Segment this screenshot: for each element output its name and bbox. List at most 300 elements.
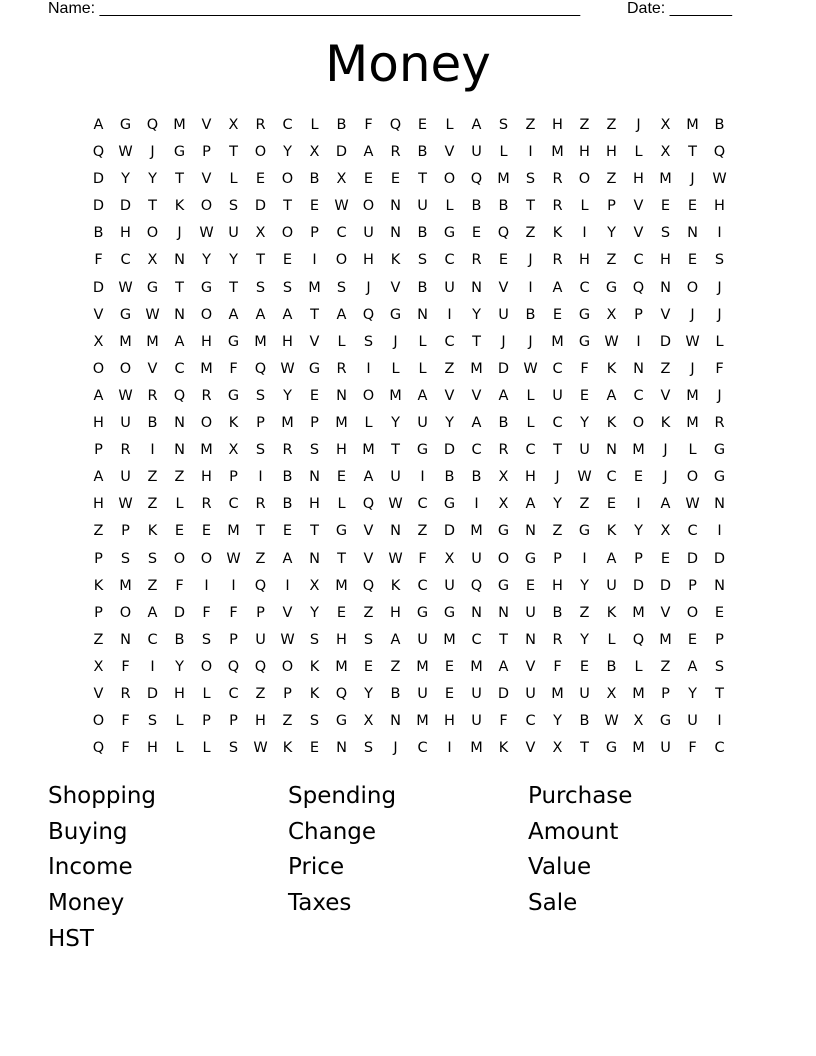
grid-letter: G [605, 279, 618, 296]
grid-letter: M [335, 415, 348, 432]
grid-letter: R [255, 117, 266, 133]
grid-letter: Z [579, 117, 590, 133]
grid-letter: Q [470, 171, 483, 188]
grid-letter: I [258, 469, 263, 486]
grid-letter: S [417, 252, 428, 269]
grid-letter: C [174, 360, 185, 377]
grid-letter: S [309, 631, 320, 648]
grid-row [85, 357, 733, 384]
grid-letter: I [636, 333, 641, 350]
grid-letter: N [390, 225, 401, 242]
grid-letter: W [685, 333, 700, 350]
grid-row [85, 276, 733, 303]
grid-letter: W [118, 387, 133, 404]
grid-letter: B [282, 496, 293, 513]
grid-row [85, 547, 733, 574]
grid-letter: P [715, 631, 724, 648]
grid-letter: R [120, 685, 131, 702]
grid-letter: Y [229, 252, 238, 269]
grid-letter: M [119, 333, 132, 350]
grid-letter: B [417, 144, 428, 161]
grid-letter: D [659, 577, 672, 594]
grid-row [85, 411, 733, 438]
grid-letter: M [173, 117, 186, 133]
grid-letter: G [497, 523, 510, 540]
grid-letter: U [498, 306, 509, 323]
grid-letter: P [94, 442, 103, 459]
grid-letter: Z [255, 685, 266, 702]
grid-letter: L [499, 144, 508, 161]
grid-letter: F [121, 740, 130, 757]
grid-letter: G [389, 306, 402, 323]
grid-letter: V [390, 279, 401, 296]
grid-letter: B [471, 469, 482, 486]
grid-letter: S [147, 713, 158, 730]
grid-letter: G [335, 713, 348, 730]
grid-letter: A [147, 604, 158, 621]
grid-letter: L [175, 713, 184, 730]
grid-letter: K [390, 252, 401, 269]
grid-letter: C [714, 740, 725, 757]
grid-letter: R [147, 387, 158, 404]
grid-letter: B [606, 658, 617, 675]
grid-letter: N [687, 225, 698, 242]
grid-letter: B [309, 171, 320, 188]
grid-letter: Q [254, 658, 267, 675]
grid-letter: I [528, 279, 533, 296]
grid-letter: F [499, 713, 508, 730]
grid-letter: B [390, 685, 401, 702]
grid-letter: Z [282, 713, 293, 730]
grid-letter: S [336, 279, 347, 296]
grid-letter: M [200, 360, 213, 377]
grid-letter: Z [174, 469, 185, 486]
grid-letter: W [118, 144, 133, 161]
grid-letter: G [335, 523, 348, 540]
grid-letter: L [607, 631, 616, 648]
word-list [48, 779, 768, 957]
grid-letter: F [688, 740, 697, 757]
grid-letter: J [717, 306, 722, 323]
grid-letter: E [444, 658, 455, 675]
grid-letter: W [118, 279, 133, 296]
grid-letter: M [416, 713, 429, 730]
grid-letter: J [177, 225, 182, 242]
name-field-label: Name: ______________________________________________________ [48, 0, 581, 17]
grid-letter: G [497, 577, 510, 594]
grid-letter: Y [391, 415, 400, 432]
grid-letter: A [282, 306, 293, 323]
grid-letter: I [582, 225, 587, 242]
grid-letter: J [690, 306, 695, 323]
grid-letter: A [93, 387, 104, 404]
grid-letter: H [606, 144, 617, 161]
grid-letter: M [308, 279, 321, 296]
grid-letter: G [227, 333, 240, 350]
grid-letter: S [228, 740, 239, 757]
grid-letter: C [444, 333, 455, 350]
grid-letter: S [255, 279, 266, 296]
grid-letter: P [94, 550, 103, 567]
grid-letter: D [443, 523, 456, 540]
grid-letter: A [174, 333, 185, 350]
grid-letter: U [552, 387, 563, 404]
grid-letter: E [579, 387, 590, 404]
grid-letter: H [120, 225, 131, 242]
grid-letter: Y [607, 225, 616, 242]
grid-letter: A [228, 306, 239, 323]
grid-letter: J [636, 117, 641, 133]
grid-letter: U [579, 685, 590, 702]
grid-letter: C [417, 577, 428, 594]
grid-letter: Q [713, 144, 726, 161]
grid-letter: A [363, 144, 374, 161]
grid-letter: T [175, 279, 184, 296]
grid-letter: W [226, 550, 241, 567]
grid-letter: O [119, 360, 132, 377]
grid-letter: I [474, 496, 479, 513]
grid-letter: C [552, 360, 563, 377]
grid-letter: A [93, 469, 104, 486]
grid-letter: P [202, 144, 211, 161]
grid-row [85, 167, 733, 194]
grid-letter: D [92, 279, 105, 296]
grid-letter: I [447, 306, 452, 323]
grid-letter: G [227, 387, 240, 404]
grid-letter: W [577, 469, 592, 486]
grid-letter: N [660, 279, 671, 296]
grid-letter: M [551, 144, 564, 161]
grid-letter: L [688, 442, 697, 459]
grid-letter: X [228, 442, 239, 459]
grid-letter: T [175, 171, 184, 188]
grid-letter: X [93, 333, 104, 350]
grid-letter: S [363, 631, 374, 648]
grid-letter: O [335, 252, 348, 269]
grid-letter: J [393, 740, 398, 757]
grid-letter: U [687, 713, 698, 730]
grid-letter: H [633, 171, 644, 188]
grid-letter: K [660, 415, 671, 432]
grid-letter: N [309, 469, 320, 486]
grid-letter: T [310, 523, 319, 540]
grid-letter: N [714, 577, 725, 594]
grid-letter: M [632, 740, 645, 757]
grid-letter: X [606, 685, 617, 702]
grid-row [85, 492, 733, 519]
grid-letter: Z [606, 117, 617, 133]
grid-letter: P [256, 415, 265, 432]
grid-letter: G [443, 225, 456, 242]
grid-letter: E [444, 685, 455, 702]
grid-letter: R [201, 496, 212, 513]
grid-letter: Y [202, 252, 211, 269]
grid-letter: A [687, 658, 698, 675]
grid-letter: Z [417, 523, 428, 540]
grid-letter: L [634, 144, 643, 161]
grid-letter: B [282, 469, 293, 486]
grid-letter: L [175, 496, 184, 513]
grid-letter: W [604, 713, 619, 730]
grid-letter: T [418, 171, 427, 188]
grid-letter: X [93, 658, 104, 675]
grid-letter: S [309, 713, 320, 730]
grid-letter: O [92, 713, 105, 730]
grid-letter: H [525, 469, 536, 486]
grid-letter: Z [255, 550, 266, 567]
grid-letter: F [121, 658, 130, 675]
grid-letter: U [363, 225, 374, 242]
grid-letter: M [632, 685, 645, 702]
grid-letter: O [362, 387, 375, 404]
grid-letter: R [552, 198, 563, 215]
grid-letter: H [552, 577, 563, 594]
grid-letter: A [336, 306, 347, 323]
grid-letter: Z [660, 658, 671, 675]
grid-letter: D [254, 198, 267, 215]
grid-letter: O [578, 171, 591, 188]
word-list-column [48, 779, 288, 957]
grid-letter: L [391, 360, 400, 377]
grid-letter: U [228, 225, 239, 242]
grid-letter: D [497, 685, 510, 702]
grid-letter: E [525, 577, 536, 594]
grid-letter: Z [660, 360, 671, 377]
grid-letter: S [282, 279, 293, 296]
grid-letter: L [337, 496, 346, 513]
grid-letter: M [443, 631, 456, 648]
grid-letter: V [525, 740, 536, 757]
grid-letter: D [92, 171, 105, 188]
grid-letter: K [147, 523, 158, 540]
grid-letter: H [93, 415, 104, 432]
grid-letter: B [498, 198, 509, 215]
grid-letter: Q [362, 496, 375, 513]
grid-letter: N [471, 604, 482, 621]
grid-letter: H [336, 442, 347, 459]
grid-letter: Z [444, 360, 455, 377]
grid-letter: Y [553, 496, 562, 513]
grid-letter: D [173, 604, 186, 621]
grid-letter: Q [254, 577, 267, 594]
grid-letter: E [363, 658, 374, 675]
grid-letter: P [661, 685, 670, 702]
grid-letter: H [579, 252, 590, 269]
grid-letter: Q [497, 225, 510, 242]
grid-letter: V [660, 387, 671, 404]
grid-letter: C [444, 252, 455, 269]
grid-letter: I [231, 577, 236, 594]
grid-letter: A [417, 387, 428, 404]
grid-letter: I [582, 550, 587, 567]
grid-letter: V [498, 279, 509, 296]
grid-letter: T [688, 144, 697, 161]
grid-letter: A [525, 496, 536, 513]
grid-letter: P [634, 306, 643, 323]
grid-letter: V [471, 387, 482, 404]
word-list-item: Sale [528, 890, 578, 917]
grid-letter: V [201, 117, 212, 133]
grid-letter: Z [93, 523, 104, 540]
grid-letter: U [471, 550, 482, 567]
word-list-item: Change [288, 818, 377, 845]
grid-letter: K [606, 604, 617, 621]
grid-letter: L [445, 198, 454, 215]
grid-letter: V [363, 523, 374, 540]
grid-letter: T [337, 550, 346, 567]
grid-letter: M [497, 171, 510, 188]
grid-letter: B [498, 415, 509, 432]
grid-letter: Y [580, 577, 589, 594]
grid-letter: Z [147, 577, 158, 594]
grid-letter: N [309, 550, 320, 567]
grid-letter: X [552, 740, 563, 757]
grid-letter: L [445, 117, 454, 133]
grid-letter: P [229, 713, 238, 730]
grid-letter: E [309, 387, 320, 404]
grid-letter: Y [364, 685, 373, 702]
grid-letter: E [255, 171, 266, 188]
grid-letter: X [147, 252, 158, 269]
grid-letter: V [444, 387, 455, 404]
grid-letter: Q [362, 577, 375, 594]
grid-letter: T [499, 631, 508, 648]
grid-letter: F [229, 360, 238, 377]
grid-letter: J [717, 279, 722, 296]
grid-letter: N [336, 740, 347, 757]
grid-letter: J [528, 252, 533, 269]
grid-letter: U [120, 415, 131, 432]
grid-letter: M [686, 387, 699, 404]
grid-letter: Q [632, 631, 645, 648]
word-list-item: HST [48, 925, 94, 952]
grid-letter: A [471, 415, 482, 432]
grid-letter: O [686, 604, 699, 621]
grid-letter: D [443, 442, 456, 459]
grid-letter: W [199, 225, 214, 242]
grid-letter: N [174, 442, 185, 459]
grid-letter: L [364, 415, 373, 432]
grid-letter: I [717, 523, 722, 540]
grid-letter: M [227, 523, 240, 540]
grid-letter: K [228, 415, 239, 432]
grid-letter: J [366, 279, 371, 296]
grid-letter: E [579, 658, 590, 675]
grid-letter: C [336, 225, 347, 242]
grid-letter: O [443, 171, 456, 188]
grid-letter: P [310, 225, 319, 242]
grid-letter: M [470, 658, 483, 675]
grid-letter: V [93, 306, 104, 323]
grid-letter: T [229, 279, 238, 296]
grid-letter: D [686, 550, 699, 567]
letter-grid [85, 113, 733, 763]
grid-letter: S [714, 658, 725, 675]
grid-letter: B [336, 117, 347, 133]
grid-letter: E [363, 171, 374, 188]
grid-letter: T [553, 442, 562, 459]
grid-letter: Q [254, 360, 267, 377]
grid-letter: P [310, 415, 319, 432]
grid-letter: B [174, 631, 185, 648]
grid-letter: A [390, 631, 401, 648]
date-field-label: Date: _______ [627, 0, 732, 17]
grid-letter: W [523, 360, 538, 377]
grid-letter: W [388, 496, 403, 513]
grid-row [85, 655, 733, 682]
grid-letter: A [552, 279, 563, 296]
grid-letter: O [281, 225, 294, 242]
grid-letter: O [119, 604, 132, 621]
grid-letter: L [202, 740, 211, 757]
grid-letter: A [93, 117, 104, 133]
grid-letter: E [714, 604, 725, 621]
grid-letter: U [660, 740, 671, 757]
grid-letter: B [579, 713, 590, 730]
grid-letter: L [715, 333, 724, 350]
word-list-item: Spending [288, 783, 397, 809]
grid-letter: W [712, 171, 727, 188]
grid-letter: V [201, 171, 212, 188]
grid-letter: M [200, 442, 213, 459]
grid-letter: C [525, 442, 536, 459]
grid-letter: T [256, 252, 265, 269]
grid-letter: F [94, 252, 103, 269]
grid-letter: X [660, 523, 671, 540]
grid-letter: O [497, 550, 510, 567]
grid-letter: K [390, 577, 401, 594]
grid-letter: C [606, 469, 617, 486]
grid-letter: A [471, 117, 482, 133]
grid-letter: H [201, 333, 212, 350]
grid-letter: R [336, 360, 347, 377]
grid-letter: U [417, 685, 428, 702]
grid-letter: W [145, 306, 160, 323]
grid-letter: E [417, 117, 428, 133]
grid-letter: K [309, 685, 320, 702]
word-list-item: Buying [48, 818, 128, 845]
grid-letter: Y [634, 523, 643, 540]
grid-letter: W [118, 496, 133, 513]
grid-letter: C [228, 496, 239, 513]
word-list-item: Shopping [48, 783, 157, 809]
grid-letter: S [714, 252, 725, 269]
grid-letter: G [443, 496, 456, 513]
grid-letter: A [498, 387, 509, 404]
grid-letter: I [420, 469, 425, 486]
grid-letter: M [119, 577, 132, 594]
grid-letter: X [336, 171, 347, 188]
grid-letter: K [498, 740, 509, 757]
grid-letter: M [362, 442, 375, 459]
grid-letter: Q [389, 117, 402, 133]
grid-letter: K [606, 360, 617, 377]
word-list-item: Price [288, 854, 345, 881]
grid-letter: G [308, 360, 321, 377]
grid-letter: C [471, 631, 482, 648]
grid-letter: E [282, 252, 293, 269]
grid-letter: L [526, 415, 535, 432]
grid-letter: D [659, 333, 672, 350]
grid-letter: E [687, 631, 698, 648]
grid-letter: B [714, 117, 725, 133]
grid-letter: P [607, 198, 616, 215]
grid-letter: N [417, 306, 428, 323]
grid-letter: E [660, 198, 671, 215]
word-list-item: Purchase [528, 783, 633, 809]
grid-letter: G [200, 279, 213, 296]
grid-letter: G [146, 279, 159, 296]
